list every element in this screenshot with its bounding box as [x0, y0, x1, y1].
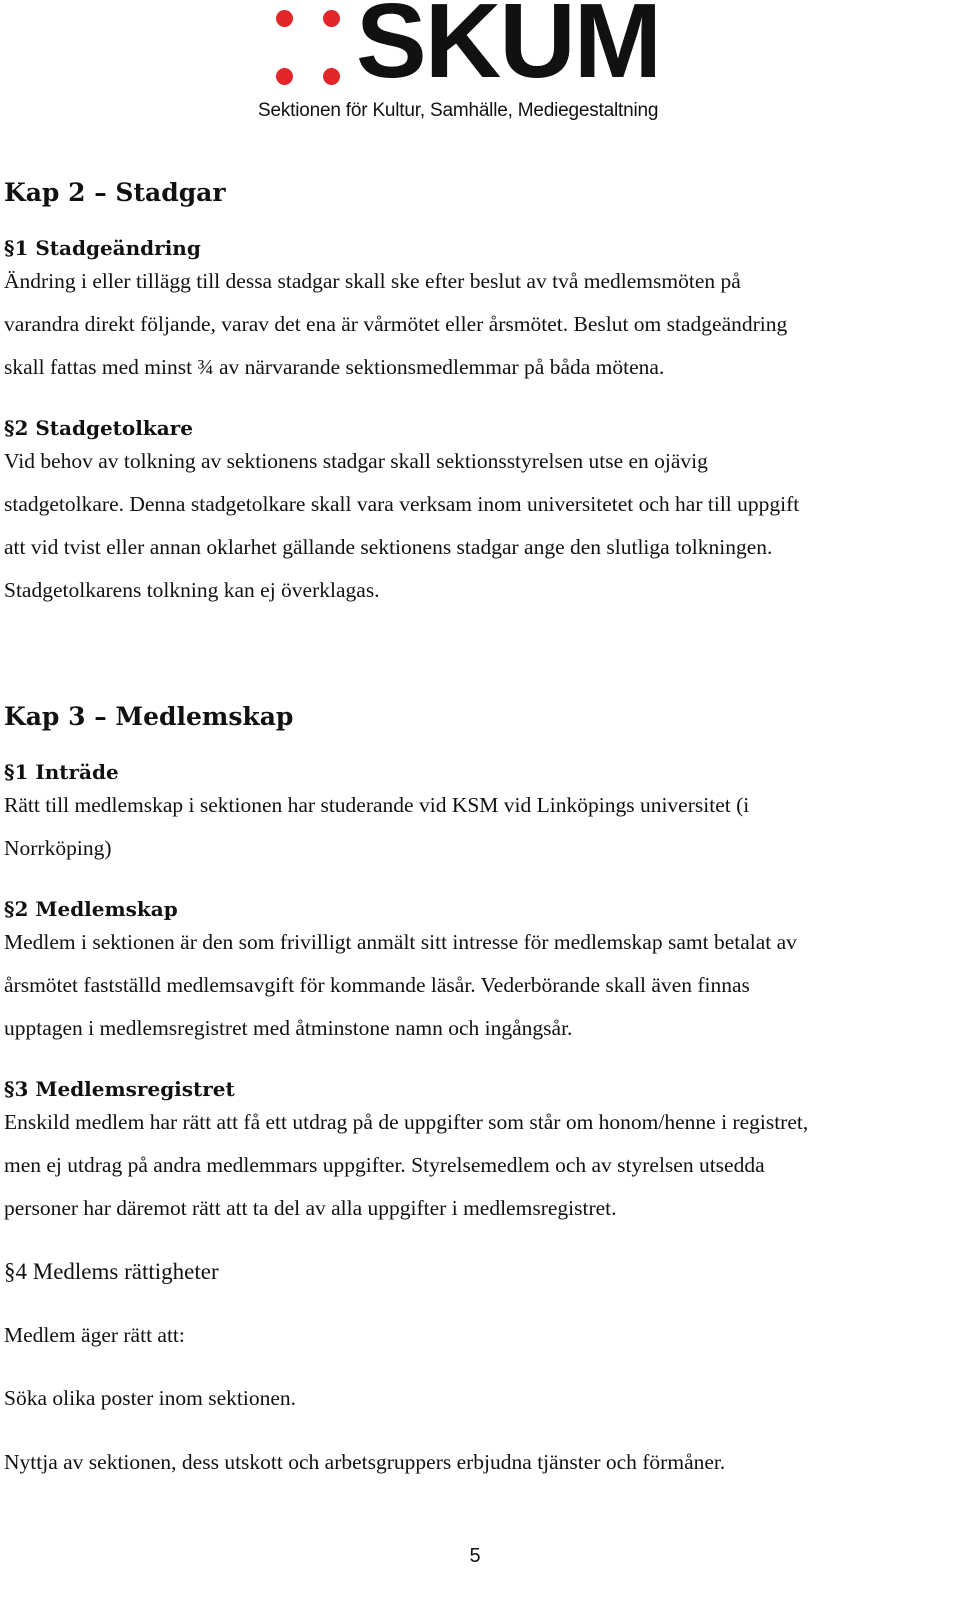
- logo-wordmark: SKUM: [356, 0, 661, 100]
- text-line: Enskild medlem har rätt att få ett utdrag på de uppgifter som står om honom/henne i registret,: [4, 1110, 809, 1134]
- text-line: att vid tvist eller annan oklarhet gällande sektionens stadgar ange den slutliga tolkningen.: [4, 535, 773, 559]
- logo-dot: [323, 68, 340, 85]
- text-line: Nyttja av sektionen, dess utskott och arbetsgruppers erbjudna tjänster och förmåner.: [4, 1450, 726, 1474]
- logo-dot: [323, 10, 340, 27]
- skum-logo: [258, 2, 708, 132]
- chapter-title: Kap 2 – Stadgar: [4, 178, 226, 207]
- section-body: [4, 784, 944, 870]
- text-line: upptagen i medlemsregistret med åtminstone namn och ingångsår.: [4, 1016, 573, 1040]
- section-heading: §4 Medlems rättigheter: [4, 1259, 219, 1284]
- logo-dot: [276, 68, 293, 85]
- text-line: personer har däremot rätt att ta del av alla uppgifter i medlemsregistret.: [4, 1196, 617, 1220]
- list-item: [4, 1441, 944, 1484]
- section-heading: §1 Inträde: [4, 760, 119, 784]
- text-line: skall fattas med minst ¾ av närvarande sektionsmedlemmar på båda mötena.: [4, 355, 665, 379]
- logo-tagline: Sektionen för Kultur, Samhälle, Mediegestaltning: [258, 100, 659, 121]
- text-line: Norrköping): [4, 836, 112, 860]
- text-line: Ändring i eller tillägg till dessa stadgar skall ske efter beslut av två medlemsmöten på: [4, 269, 741, 293]
- text-line: men ej utdrag på andra medlemmars uppgifter. Styrelsemedlem och av styrelsen utsedda: [4, 1153, 765, 1177]
- text-line: Medlem i sektionen är den som frivilligt anmält sitt intresse för medlemskap samt betalat av: [4, 930, 797, 954]
- section-body: [4, 921, 944, 1050]
- section-body: [4, 440, 944, 612]
- logo-dot: [276, 10, 293, 27]
- text-line: varandra direkt följande, varav det ena är vårmötet eller årsmötet. Beslut om stadgeändring: [4, 312, 788, 336]
- section-heading: §1 Stadgeändring: [4, 236, 201, 260]
- text-line: stadgetolkare. Denna stadgetolkare skall vara verksam inom universitetet och har till uppgift: [4, 492, 800, 516]
- text-line: Medlem äger rätt att:: [4, 1323, 185, 1347]
- section-heading: §2 Medlemskap: [4, 897, 178, 921]
- logo-dots-icon: [268, 6, 348, 90]
- text-line: årsmötet fastställd medlemsavgift för kommande läsår. Vederbörande skall även finnas: [4, 973, 750, 997]
- section-heading: §3 Medlemsregistret: [4, 1077, 235, 1101]
- text-line: Söka olika poster inom sektionen.: [4, 1386, 297, 1410]
- section-heading: §2 Stadgetolkare: [4, 416, 193, 440]
- section-body: [4, 1101, 944, 1230]
- section-body: [4, 1314, 944, 1357]
- section-body: [4, 260, 944, 389]
- chapter-title: Kap 3 – Medlemskap: [4, 702, 294, 731]
- text-line: Stadgetolkarens tolkning kan ej överklagas.: [4, 578, 380, 602]
- page-number: 5: [469, 1545, 481, 1567]
- list-item: [4, 1377, 944, 1420]
- text-line: Vid behov av tolkning av sektionens stadgar skall sektionsstyrelsen utse en ojävig: [4, 449, 708, 473]
- text-line: Rätt till medlemskap i sektionen har studerande vid KSM vid Linköpings universitet (i: [4, 793, 750, 817]
